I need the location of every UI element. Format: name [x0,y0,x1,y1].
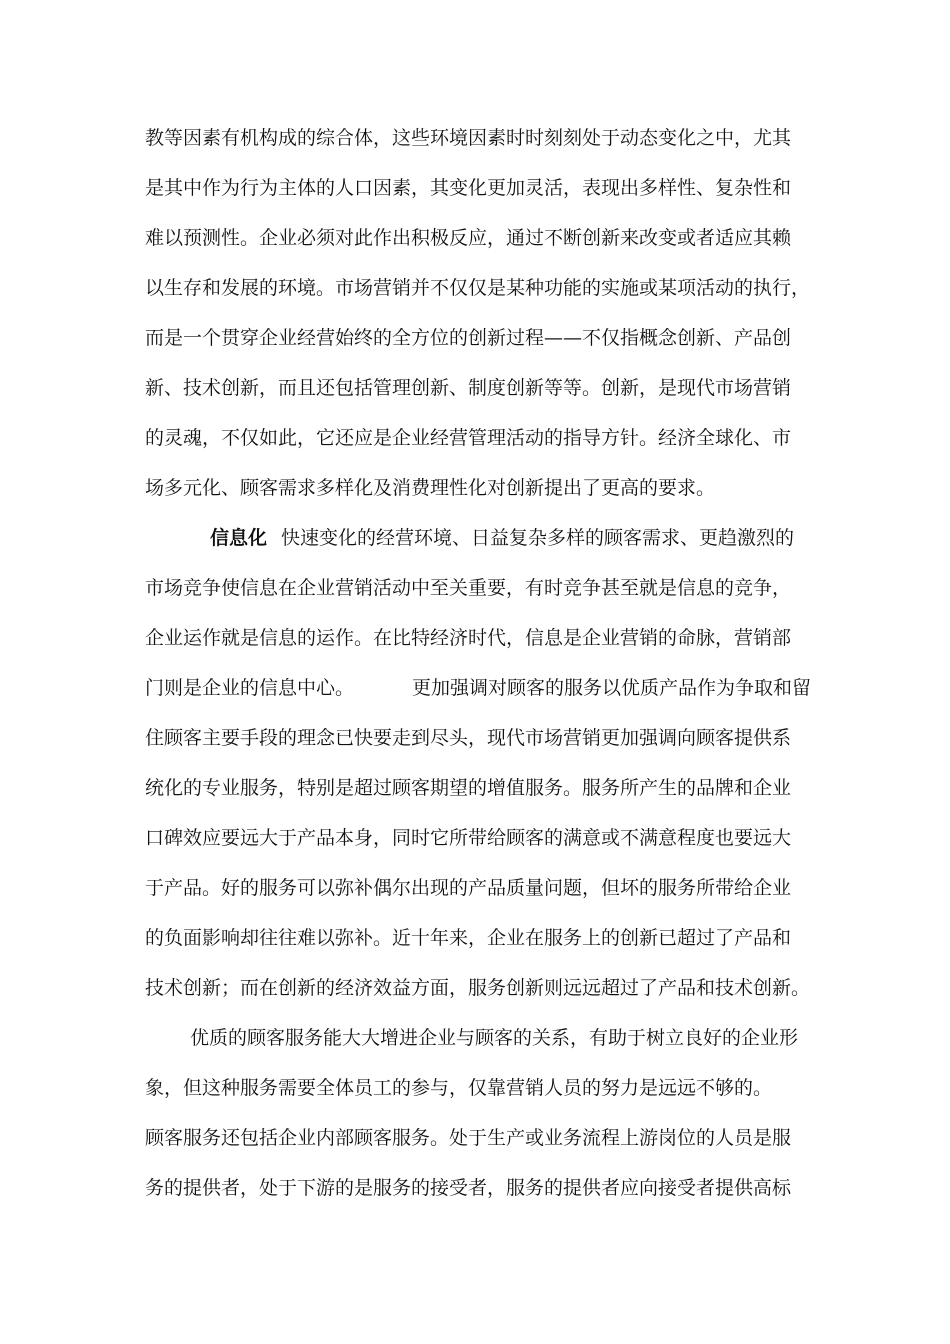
text-line: 的负面影响却往往难以弥补。近十年来，企业在服务上的创新已超过了产品和 [145,927,792,949]
text-span: 门则是企业的信息中心。 [145,677,355,699]
text-line: 以生存和发展的环境。市场营销并不仅仅是某种功能的实施或某项活动的执行， [145,277,811,299]
text-line: 难以预测性。企业必须对此作出积极反应，通过不断创新来改变或者适应其赖 [145,227,792,249]
text-line: 是其中作为行为主体的人口因素，其变化更加灵活，表现出多样性、复杂性和 [145,177,792,199]
text-line: 住顾客主要手段的理念已快要走到尽头，现代市场营销更加强调向顾客提供系 [145,727,792,749]
text-line: 务的提供者，处于下游的是服务的接受者，服务的提供者应向接受者提供高标 [145,1177,792,1199]
text-line: 场多元化、顾客需求多样化及消费理性化对创新提出了更高的要求。 [145,477,716,499]
text-line: 优质的顾客服务能大大增进企业与顾客的关系，有助于树立良好的企业形 [190,1027,799,1049]
text-span: 更加强调对顾客的服务以优质产品作为争取和留 [412,677,812,699]
text-line: 于产品。好的服务可以弥补偶尔出现的产品质量问题，但坏的服务所带给企业 [145,877,792,899]
text-line: 教等因素有机构成的综合体，这些环境因素时时刻刻处于动态变化之中，尤其 [145,127,792,149]
text-line: 的灵魂，不仅如此，它还应是企业经营管理活动的指导方针。经济全球化、市 [145,427,792,449]
text-line: 技术创新；而在创新的经济效益方面，服务创新则远远超过了产品和技术创新。 [145,977,811,999]
text-line: 而是一个贯穿企业经营始终的全方位的创新过程——不仅指概念创新、产品创 [145,327,792,349]
text-line: 顾客服务还包括企业内部顾客服务。处于生产或业务流程上游岗位的人员是服 [145,1127,792,1149]
info-paragraph-first-line [210,522,815,554]
text-line: 统化的专业服务，特别是超过顾客期望的增值服务。服务所产生的品牌和企业 [145,777,792,799]
text-span: 快速变化的经营环境、日益复杂多样的顾客需求、更趋激烈的 [281,527,795,549]
text-line: 企业运作就是信息的运作。在比特经济时代，信息是企业营销的命脉，营销部 [145,627,792,649]
text-line: 象，但这种服务需要全体员工的参与，仅靠营销人员的努力是远远不够的。 [145,1077,773,1099]
text-line: 市场竞争使信息在企业营销活动中至关重要，有时竞争甚至就是信息的竞争， [145,577,792,599]
text-line: 新、技术创新，而且还包括管理创新、制度创新等等。创新，是现代市场营销 [145,377,792,399]
text-line: 口碑效应要远大于产品本身，同时它所带给顾客的满意或不满意程度也要远大 [145,827,792,849]
text-line [145,672,815,704]
section-heading-info: 信息化 [210,527,268,549]
